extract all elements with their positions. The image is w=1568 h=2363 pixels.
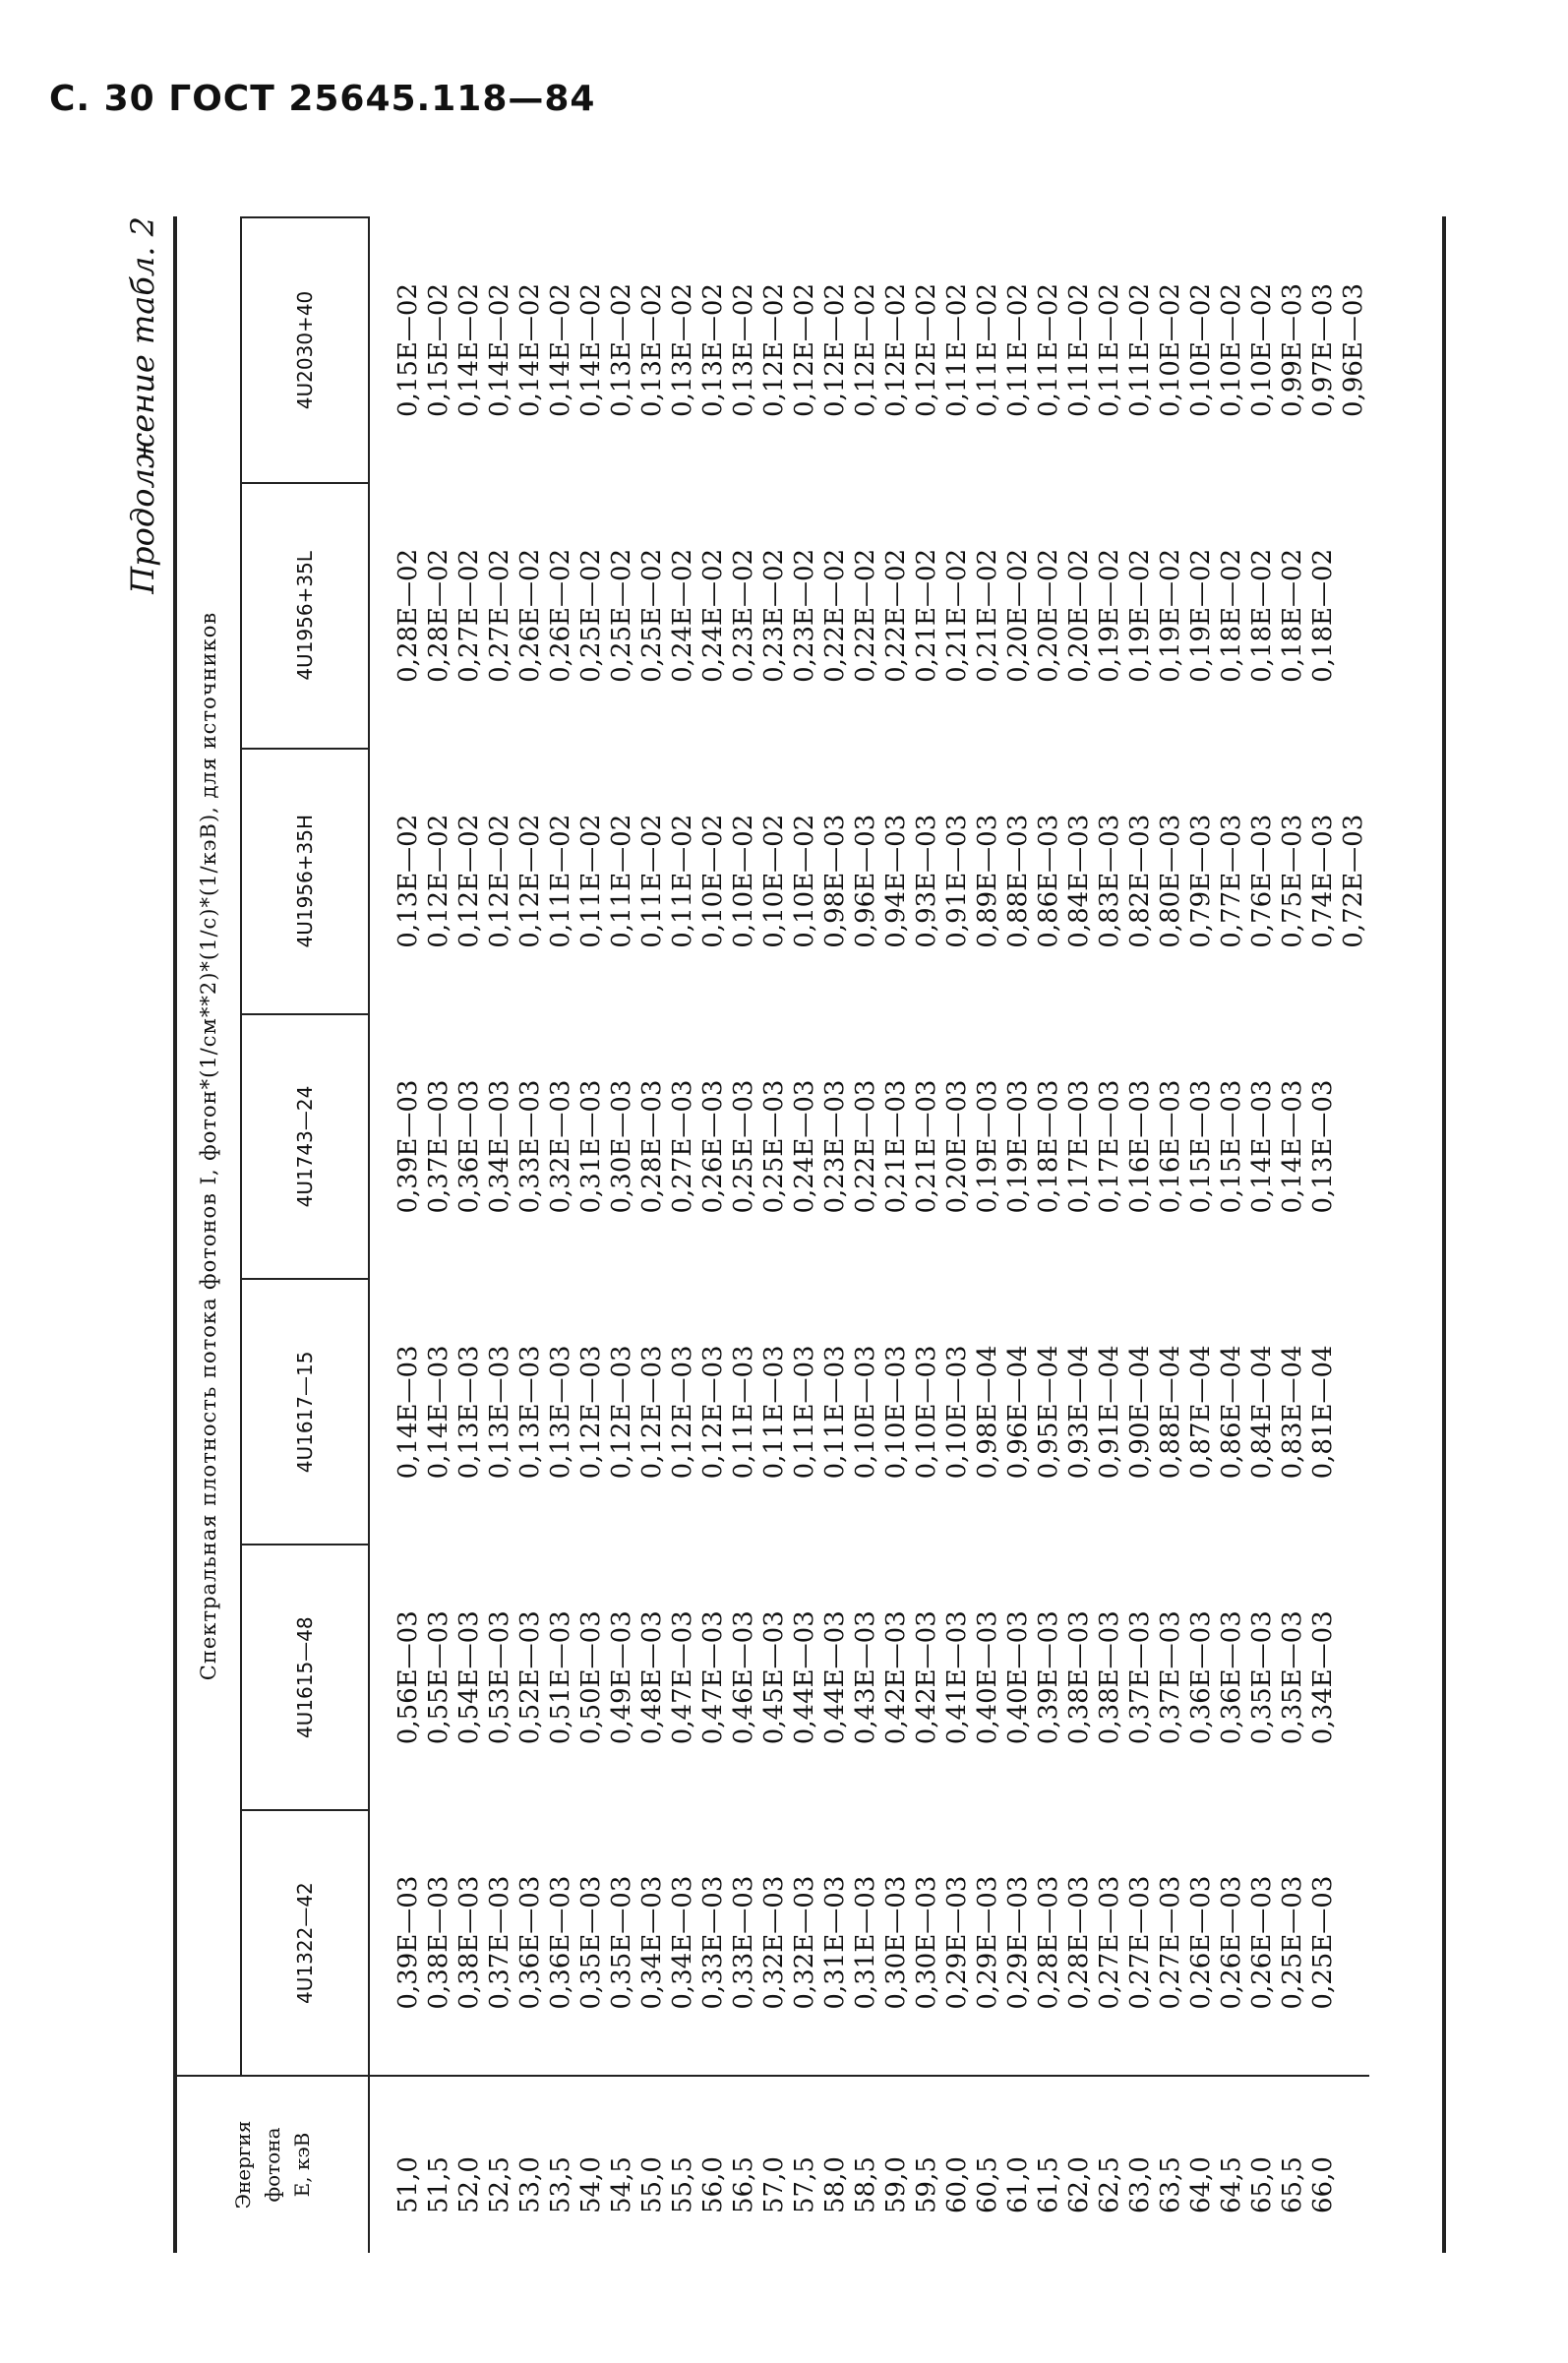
table-cell-value: 0,37E—03 — [424, 1079, 453, 1214]
energy-value: 57,0 — [759, 2156, 789, 2213]
table-cell-value: 0,23E—02 — [729, 548, 758, 683]
table-cell-value: 0,95E—04 — [1034, 1345, 1063, 1480]
table-cell-value: 0,11E—02 — [1064, 282, 1094, 417]
table-cell-value: 0,38E—03 — [424, 1875, 453, 2010]
energy-value: 61,5 — [1034, 2156, 1063, 2213]
table-cell-value: 0,28E—03 — [1034, 1875, 1063, 2010]
table-cell-value: 0,76E—03 — [1247, 814, 1277, 948]
table-cell-value: 0,10E—02 — [790, 814, 819, 948]
table-cell-value: 0,34E—03 — [485, 1079, 514, 1214]
table-cell-value: 0,96E—03 — [1339, 282, 1368, 417]
table-cell-value: 0,96E—04 — [1003, 1345, 1033, 1480]
table-cell-value: 0,28E—03 — [1064, 1875, 1094, 2010]
table-cell-value: 0,42E—03 — [881, 1610, 911, 1745]
table-cell-value: 0,24E—02 — [668, 548, 697, 683]
table-cell-value: 0,20E—02 — [1003, 548, 1033, 683]
table-cell-value: 0,36E—03 — [1217, 1610, 1246, 1745]
table-cell-value: 0,18E—03 — [1034, 1079, 1063, 1214]
table-cell-value: 0,29E—03 — [942, 1875, 972, 2010]
table-cell-value: 0,11E—02 — [973, 282, 1002, 417]
table-cell-value: 0,39E—03 — [393, 1875, 423, 2010]
table-cell-value: 0,72E—03 — [1339, 814, 1368, 948]
column-header: 4U1615—48 — [241, 1545, 369, 1810]
energy-value: 59,5 — [912, 2156, 941, 2213]
table-cell-value: 0,35E—03 — [1247, 1610, 1277, 1745]
energy-value: 63,5 — [1156, 2156, 1185, 2213]
table-cell-value: 0,11E—03 — [790, 1345, 819, 1480]
table-cell-value: 0,89E—03 — [973, 814, 1002, 948]
energy-value: 65,5 — [1278, 2156, 1307, 2213]
value-column — [369, 749, 1369, 1014]
energy-value: 51,5 — [424, 2156, 453, 2213]
table-cell-value: 0,26E—03 — [1247, 1875, 1277, 2010]
table-cell-value: 0,13E—02 — [668, 282, 697, 417]
table-cell-value: 0,11E—03 — [759, 1345, 789, 1480]
table-cell-value: 0,10E—03 — [851, 1345, 880, 1480]
table-cell-value: 0,16E—03 — [1125, 1079, 1155, 1214]
table-cell-value: 0,12E—02 — [515, 814, 545, 948]
value-column — [369, 1810, 1369, 2076]
table-cell-value: 0,13E—02 — [698, 282, 728, 417]
table-cell-value: 0,19E—02 — [1186, 548, 1216, 683]
table-cell-value: 0,28E—02 — [393, 548, 423, 683]
table-cell-value: 0,11E—02 — [637, 814, 667, 948]
table-cell-value: 0,12E—03 — [607, 1345, 636, 1480]
table-cell-value: 0,22E—02 — [851, 548, 880, 683]
energy-value: 54,0 — [576, 2156, 606, 2213]
energy-value: 64,0 — [1186, 2156, 1216, 2213]
table-cell-value: 0,36E—03 — [546, 1875, 575, 2010]
value-column — [369, 217, 1369, 483]
table-cell-value: 0,35E—03 — [607, 1875, 636, 2010]
table-cell-value: 0,13E—02 — [393, 814, 423, 948]
table-cell-value: 0,12E—02 — [424, 814, 453, 948]
energy-value: 62,5 — [1095, 2156, 1124, 2213]
table-cell-value: 0,12E—02 — [759, 282, 789, 417]
table-cell-value: 0,47E—03 — [668, 1610, 697, 1745]
table-cell-value: 0,79E—03 — [1186, 814, 1216, 948]
table-cell-value: 0,27E—03 — [1125, 1875, 1155, 2010]
table-cell-value: 0,83E—03 — [1095, 814, 1124, 948]
column-header: 4U2030+40 — [241, 217, 369, 483]
table-cell-value: 0,30E—03 — [912, 1875, 941, 2010]
table-cell-value: 0,24E—03 — [790, 1079, 819, 1214]
table-cell-value: 0,14E—02 — [546, 282, 575, 417]
table-cell-value: 0,19E—03 — [1003, 1079, 1033, 1214]
energy-header-line-3: E, кэВ — [290, 2132, 314, 2198]
table-cell-value: 0,27E—03 — [1156, 1875, 1185, 2010]
table-cell-value: 0,25E—03 — [1278, 1875, 1307, 2010]
table-cell-value: 0,53E—03 — [485, 1610, 514, 1745]
energy-value: 56,5 — [729, 2156, 758, 2213]
table-cell-value: 0,77E—03 — [1217, 814, 1246, 948]
table-cell-value: 0,14E—03 — [393, 1345, 423, 1480]
table-cell-value: 0,44E—03 — [820, 1610, 850, 1745]
table-cell-value: 0,21E—03 — [912, 1079, 941, 1214]
table-cell-value: 0,88E—03 — [1003, 814, 1033, 948]
table-cell-value: 0,39E—03 — [1034, 1610, 1063, 1745]
table-cell-value: 0,12E—03 — [576, 1345, 606, 1480]
rotated-table-area — [118, 216, 1446, 2253]
table-cell-value: 0,21E—03 — [881, 1079, 911, 1214]
table-cell-value: 0,91E—03 — [942, 814, 972, 948]
table-cell-value: 0,20E—03 — [942, 1079, 972, 1214]
table-cell-value: 0,10E—03 — [942, 1345, 972, 1480]
table-cell-value: 0,11E—03 — [729, 1345, 758, 1480]
table-cell-value: 0,33E—03 — [515, 1079, 545, 1214]
table-cell-value: 0,54E—03 — [454, 1610, 484, 1745]
table-cell-value: 0,91E—04 — [1095, 1345, 1124, 1480]
table-cell-value: 0,40E—03 — [1003, 1610, 1033, 1745]
energy-value: 52,0 — [454, 2156, 484, 2213]
table-cell-value: 0,98E—03 — [820, 814, 850, 948]
table-cell-value: 0,25E—03 — [729, 1079, 758, 1214]
table-cell-value: 0,11E—03 — [820, 1345, 850, 1480]
energy-value: 52,5 — [485, 2156, 514, 2213]
table-cell-value: 0,17E—03 — [1064, 1079, 1094, 1214]
table-cell-value: 0,75E—03 — [1278, 814, 1307, 948]
table-cell-value: 0,16E—03 — [1156, 1079, 1185, 1214]
table-cell-value: 0,10E—02 — [1247, 282, 1277, 417]
table-cell-value: 0,38E—03 — [454, 1875, 484, 2010]
table-cell-value: 0,34E—03 — [637, 1875, 667, 2010]
table-cell-value: 0,30E—03 — [881, 1875, 911, 2010]
table-cell-value: 0,12E—02 — [820, 282, 850, 417]
table-cell-value: 0,27E—03 — [668, 1079, 697, 1214]
table-cell-value: 0,33E—03 — [698, 1875, 728, 2010]
energy-value: 53,0 — [515, 2156, 545, 2213]
table-cell-value: 0,14E—02 — [454, 282, 484, 417]
table-cell-value: 0,44E—03 — [790, 1610, 819, 1745]
table-cell-value: 0,41E—03 — [942, 1610, 972, 1745]
table-cell-value: 0,52E—03 — [515, 1610, 545, 1745]
table-cell-value: 0,32E—03 — [759, 1875, 789, 2010]
table-cell-value: 0,90E—04 — [1125, 1345, 1155, 1480]
table-cell-value: 0,14E—03 — [424, 1345, 453, 1480]
table-cell-value: 0,11E—02 — [607, 814, 636, 948]
table-cell-value: 0,11E—02 — [1003, 282, 1033, 417]
table-cell-value: 0,11E—02 — [1034, 282, 1063, 417]
table-cell-value: 0,31E—03 — [576, 1079, 606, 1214]
table-cell-value: 0,29E—03 — [973, 1875, 1002, 2010]
table-cell-value: 0,45E—03 — [759, 1610, 789, 1745]
energy-value: 66,0 — [1308, 2156, 1338, 2213]
table-cell-value: 0,38E—03 — [1064, 1610, 1094, 1745]
table-cell-value: 0,27E—02 — [485, 548, 514, 683]
table-cell-value: 0,13E—02 — [637, 282, 667, 417]
table-cell-value: 0,11E—02 — [576, 814, 606, 948]
table-cell-value: 0,11E—02 — [1095, 282, 1124, 417]
table-cell-value: 0,13E—03 — [1308, 1079, 1338, 1214]
table-cell-value: 0,74E—03 — [1308, 814, 1338, 948]
energy-value: 60,5 — [973, 2156, 1002, 2213]
column-header: 4U1743—24 — [241, 1014, 369, 1280]
table-cell-value: 0,26E—02 — [515, 548, 545, 683]
table-cell-value: 0,15E—02 — [424, 282, 453, 417]
table-cell-value: 0,27E—03 — [1095, 1875, 1124, 2010]
table-cell-value: 0,13E—02 — [729, 282, 758, 417]
table-cell-value: 0,18E—02 — [1247, 548, 1277, 683]
table-cell-value: 0,12E—03 — [668, 1345, 697, 1480]
spectral-density-table — [177, 216, 1369, 2253]
table-cell-value: 0,29E—03 — [1003, 1875, 1033, 2010]
table-cell-value: 0,14E—02 — [485, 282, 514, 417]
table-cell-value: 0,13E—02 — [607, 282, 636, 417]
table-cell-value: 0,26E—02 — [546, 548, 575, 683]
table-cell-value: 0,26E—03 — [698, 1079, 728, 1214]
table-cell-value: 0,12E—02 — [790, 282, 819, 417]
table-cell-value: 0,21E—02 — [912, 548, 941, 683]
energy-column — [369, 2076, 1369, 2253]
table-cell-value: 0,26E—03 — [1217, 1875, 1246, 2010]
value-column — [369, 1014, 1369, 1280]
table-cell-value: 0,12E—02 — [851, 282, 880, 417]
energy-value: 65,0 — [1247, 2156, 1277, 2213]
table-bottom-rule — [1442, 216, 1446, 2253]
energy-header-line-1: Энергия — [231, 2120, 255, 2210]
column-header: 4U1956+35L — [241, 483, 369, 749]
table-cell-value: 0,11E—02 — [1125, 282, 1155, 417]
table-cell-value: 0,38E—03 — [1095, 1610, 1124, 1745]
table-cell-value: 0,28E—03 — [637, 1079, 667, 1214]
table-cell-value: 0,36E—03 — [454, 1079, 484, 1214]
table-cell-value: 0,88E—04 — [1156, 1345, 1185, 1480]
table-cell-value: 0,12E—02 — [912, 282, 941, 417]
table-cell-value: 0,40E—03 — [973, 1610, 1002, 1745]
table-cell-value: 0,19E—03 — [973, 1079, 1002, 1214]
energy-value: 56,0 — [698, 2156, 728, 2213]
table-cell-value: 0,13E—03 — [515, 1345, 545, 1480]
table-cell-value: 0,36E—03 — [1186, 1610, 1216, 1745]
table-cell-value: 0,18E—02 — [1278, 548, 1307, 683]
table-cell-value: 0,25E—02 — [576, 548, 606, 683]
table-cell-value: 0,93E—03 — [912, 814, 941, 948]
table-cell-value: 0,14E—02 — [515, 282, 545, 417]
table-cell-value: 0,37E—03 — [1125, 1610, 1155, 1745]
table-cell-value: 0,14E—03 — [1278, 1079, 1307, 1214]
table-cell-value: 0,10E—02 — [729, 814, 758, 948]
table-cell-value: 0,27E—02 — [454, 548, 484, 683]
energy-value: 58,0 — [820, 2156, 850, 2213]
table-cell-value: 0,12E—02 — [485, 814, 514, 948]
table-cell-value: 0,80E—03 — [1156, 814, 1185, 948]
table-cell-value: 0,24E—02 — [698, 548, 728, 683]
table-cell-value: 0,12E—03 — [637, 1345, 667, 1480]
table-cell-value: 0,36E—03 — [515, 1875, 545, 2010]
table-cell-value: 0,10E—02 — [759, 814, 789, 948]
table-cell-value: 0,10E—02 — [1156, 282, 1185, 417]
table-cell-value: 0,18E—02 — [1308, 548, 1338, 683]
energy-value: 60,0 — [942, 2156, 972, 2213]
energy-value: 59,0 — [881, 2156, 911, 2213]
table-cell-value: 0,22E—02 — [881, 548, 911, 683]
table-cell-value: 0,82E—03 — [1125, 814, 1155, 948]
table-cell-value: 0,15E—03 — [1186, 1079, 1216, 1214]
table-cell-value: 0,33E—03 — [729, 1875, 758, 2010]
energy-header-line-2: фотона — [261, 2127, 284, 2203]
table-caption: Продолжение табл. 2 — [124, 216, 161, 594]
column-header: 4U1322—42 — [241, 1810, 369, 2076]
table-cell-value: 0,84E—03 — [1064, 814, 1094, 948]
table-cell-value: 0,19E—02 — [1125, 548, 1155, 683]
table-cell-value: 0,10E—02 — [1186, 282, 1216, 417]
table-cell-value: 0,28E—02 — [424, 548, 453, 683]
table-cell-value: 0,32E—03 — [790, 1875, 819, 2010]
table-cell-value: 0,26E—03 — [1186, 1875, 1216, 2010]
energy-value: 61,0 — [1003, 2156, 1033, 2213]
table-cell-value: 0,18E—02 — [1217, 548, 1246, 683]
table-cell-value: 0,34E—03 — [1308, 1610, 1338, 1745]
table-cell-value: 0,31E—03 — [851, 1875, 880, 2010]
energy-value: 62,0 — [1064, 2156, 1094, 2213]
energy-value: 53,5 — [546, 2156, 575, 2213]
table-cell-value: 0,11E—02 — [668, 814, 697, 948]
table-cell-value: 0,84E—04 — [1247, 1345, 1277, 1480]
table-cell-value: 0,10E—02 — [698, 814, 728, 948]
table-cell-value: 0,14E—02 — [576, 282, 606, 417]
table-cell-value: 0,37E—03 — [485, 1875, 514, 2010]
energy-value: 58,5 — [851, 2156, 880, 2213]
table-cell-value: 0,31E—03 — [820, 1875, 850, 2010]
table-cell-value: 0,23E—02 — [790, 548, 819, 683]
energy-column-header — [177, 2076, 369, 2253]
table-cell-value: 0,10E—03 — [912, 1345, 941, 1480]
table-cell-value: 0,21E—02 — [942, 548, 972, 683]
column-header: 4U1617—15 — [241, 1279, 369, 1545]
table-cell-value: 0,12E—03 — [698, 1345, 728, 1480]
table-cell-value: 0,14E—03 — [1247, 1079, 1277, 1214]
table-cell-value: 0,13E—03 — [454, 1345, 484, 1480]
table-cell-value: 0,19E—02 — [1095, 548, 1124, 683]
table-cell-value: 0,48E—03 — [637, 1610, 667, 1745]
table-cell-value: 0,13E—03 — [485, 1345, 514, 1480]
table-cell-value: 0,10E—03 — [881, 1345, 911, 1480]
table-cell-value: 0,39E—03 — [393, 1079, 423, 1214]
table-cell-value: 0,25E—03 — [759, 1079, 789, 1214]
energy-value: 51,0 — [393, 2156, 423, 2213]
energy-value: 64,5 — [1217, 2156, 1246, 2213]
table-cell-value: 0,98E—04 — [973, 1345, 1002, 1480]
value-column — [369, 1279, 1369, 1545]
table-cell-value: 0,25E—02 — [637, 548, 667, 683]
table-cell-value: 0,20E—02 — [1034, 548, 1063, 683]
table-cell-value: 0,32E—03 — [546, 1079, 575, 1214]
table-cell-value: 0,51E—03 — [546, 1610, 575, 1745]
table-cell-value: 0,42E—03 — [912, 1610, 941, 1745]
table-cell-value: 0,43E—03 — [851, 1610, 880, 1745]
table-cell-value: 0,19E—02 — [1156, 548, 1185, 683]
energy-value: 55,5 — [668, 2156, 697, 2213]
table-cell-value: 0,20E—02 — [1064, 548, 1094, 683]
table-cell-value: 0,35E—03 — [576, 1875, 606, 2010]
table-cell-value: 0,17E—03 — [1095, 1079, 1124, 1214]
table-cell-value: 0,46E—03 — [729, 1610, 758, 1745]
table-cell-value: 0,11E—02 — [942, 282, 972, 417]
table-cell-value: 0,99E—03 — [1278, 282, 1307, 417]
table-cell-value: 0,83E—04 — [1278, 1345, 1307, 1480]
table-cell-value: 0,87E—04 — [1186, 1345, 1216, 1480]
table-cell-value: 0,81E—04 — [1308, 1345, 1338, 1480]
table-cell-value: 0,23E—03 — [820, 1079, 850, 1214]
table-cell-value: 0,22E—02 — [820, 548, 850, 683]
table-cell-value: 0,97E—03 — [1308, 282, 1338, 417]
table-cell-value: 0,30E—03 — [607, 1079, 636, 1214]
table-cell-value: 0,13E—03 — [546, 1345, 575, 1480]
table-cell-value: 0,37E—03 — [1156, 1610, 1185, 1745]
table-cell-value: 0,12E—02 — [881, 282, 911, 417]
energy-value: 55,0 — [637, 2156, 667, 2213]
table-cell-value: 0,35E—03 — [1278, 1610, 1307, 1745]
table-cell-value: 0,96E—03 — [851, 814, 880, 948]
table-cell-value: 0,86E—04 — [1217, 1345, 1246, 1480]
value-column — [369, 1545, 1369, 1810]
table-cell-value: 0,11E—02 — [546, 814, 575, 948]
table-cell-value: 0,22E—03 — [851, 1079, 880, 1214]
table-cell-value: 0,15E—03 — [1217, 1079, 1246, 1214]
table-cell-value: 0,86E—03 — [1034, 814, 1063, 948]
energy-value: 63,0 — [1125, 2156, 1155, 2213]
table-cell-value: 0,94E—03 — [881, 814, 911, 948]
table-cell-value: 0,55E—03 — [424, 1610, 453, 1745]
table-cell-value: 0,49E—03 — [607, 1610, 636, 1745]
table-cell-value: 0,25E—02 — [607, 548, 636, 683]
column-header: 4U1956+35H — [241, 749, 369, 1014]
table-cell-value: 0,25E—03 — [1308, 1875, 1338, 2010]
value-column — [369, 483, 1369, 749]
page-header: С. 30 ГОСТ 25645.118—84 — [49, 79, 596, 119]
table-cell-value: 0,15E—02 — [393, 282, 423, 417]
table-cell-value: 0,34E—03 — [668, 1875, 697, 2010]
table-cell-value: 0,50E—03 — [576, 1610, 606, 1745]
table-cell-value: 0,93E—04 — [1064, 1345, 1094, 1480]
table-cell-value: 0,23E—02 — [759, 548, 789, 683]
table-cell-value: 0,56E—03 — [393, 1610, 423, 1745]
table-cell-value: 0,47E—03 — [698, 1610, 728, 1745]
energy-value: 54,5 — [607, 2156, 636, 2213]
group-header: Спектральная плотность потока фотонов I, фотон*(1/см**2)*(1/с)*(1/кэВ), для источников — [177, 217, 241, 2076]
table-cell-value: 0,10E—02 — [1217, 282, 1246, 417]
table-cell-value: 0,21E—02 — [973, 548, 1002, 683]
energy-value: 57,5 — [790, 2156, 819, 2213]
table-cell-value: 0,12E—02 — [454, 814, 484, 948]
